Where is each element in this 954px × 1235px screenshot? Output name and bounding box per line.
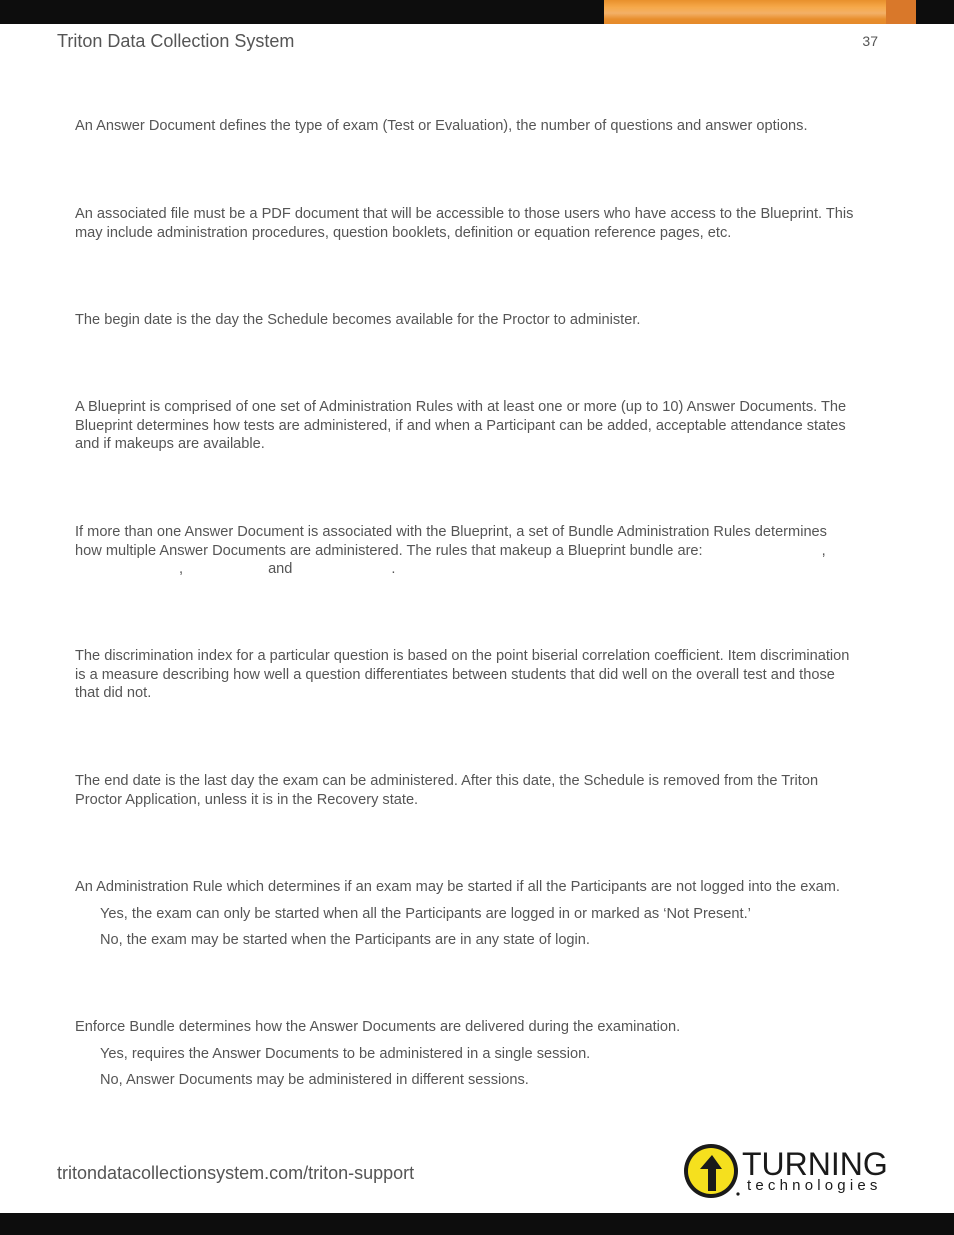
- bundle-separator-comma: ,: [821, 542, 826, 559]
- support-url: tritondatacollectionsystem.com/triton-support: [57, 1163, 415, 1183]
- logo-word-technologies: technologies: [747, 1177, 882, 1194]
- bottom-banner: [0, 1213, 954, 1235]
- paragraph-text: The begin date is the day the Schedule becomes available for the Proctor to administer.: [75, 312, 641, 328]
- paragraph-begin-date: [75, 311, 897, 330]
- paragraph-end-date: [75, 772, 897, 809]
- option-no: No, the exam may be started when the Participants are in any state of login.: [100, 932, 590, 948]
- paragraph-enforce-bundle: [75, 1018, 897, 1037]
- paragraph-text: An associated file must be a PDF document that will be accessible to those users who have access to the Blueprint. This: [75, 206, 854, 222]
- paragraph-text: A Blueprint is comprised of one set of Administration Rules with at least one or more (up to 10) Answer Documents. The: [75, 399, 847, 415]
- option-no: No, Answer Documents may be administered in different sessions.: [100, 1072, 529, 1088]
- paragraph-blueprint: [75, 398, 897, 454]
- turning-technologies-logo: [681, 1142, 913, 1200]
- paragraph-text: Blueprint determines how tests are administered, if and when a Participant can be added, acceptable attendance states: [75, 417, 846, 434]
- page-number: 37: [862, 33, 878, 49]
- bundle-separator-period: .: [391, 561, 396, 577]
- document-title: Triton Data Collection System: [57, 31, 295, 51]
- paragraph-discrimination: [75, 647, 897, 703]
- paragraph-text: is a measure describing how well a question differentiates between students that did well on the overall test and those: [75, 666, 835, 683]
- paragraph-text: An Answer Document defines the type of exam (Test or Evaluation), the number of questions and answer options.: [75, 118, 808, 134]
- paragraph-text: The discrimination index for a particular question is based on the point biserial correlation coefficient. Item discrimination: [75, 648, 850, 664]
- paragraph-text: may include administration procedures, question booklets, definition or equation reference pages, etc.: [75, 224, 732, 241]
- top-banner: [0, 0, 954, 24]
- paragraph-text: Enforce Bundle determines how the Answer Documents are delivered during the examination.: [75, 1019, 681, 1035]
- header-accent-end: [886, 0, 916, 24]
- bundle-separator-comma: ,: [179, 561, 184, 577]
- option-yes: Yes, the exam can only be started when all the Participants are logged in or marked as ‘Not Present.’: [100, 906, 751, 922]
- option-yes: Yes, requires the Answer Documents to be administered in a single session.: [100, 1046, 591, 1062]
- logo-graphic: [681, 1142, 913, 1200]
- paragraph-text: how multiple Answer Documents are administered. The rules that makeup a Blueprint bundle are:: [75, 542, 703, 559]
- paragraph-answer-document: [75, 117, 897, 136]
- paragraph-text: An Administration Rule which determines if an exam may be started if all the Participants are not logged into the exam.: [75, 879, 840, 895]
- paragraph-text: The end date is the last day the exam can be administered. After this date, the Schedule is removed from the Triton: [75, 773, 819, 789]
- paragraph-associated-file: [75, 205, 897, 242]
- header-accent-bar: [604, 0, 916, 24]
- registered-mark: [736, 1192, 739, 1195]
- paragraph-text: that did not.: [75, 685, 152, 701]
- paragraph-text: and if makeups are available.: [75, 436, 265, 452]
- paragraph-text: Proctor Application, unless it is in the Recovery state.: [75, 791, 419, 808]
- bundle-separator-and: and: [268, 561, 293, 577]
- logo-word-turning: TURNING: [742, 1146, 888, 1182]
- paragraph-administration-rule: [75, 878, 897, 897]
- paragraph-bundle: [75, 523, 897, 579]
- paragraph-text: If more than one Answer Document is associated with the Blueprint, a set of Bundle Administration Rules determines: [75, 524, 827, 540]
